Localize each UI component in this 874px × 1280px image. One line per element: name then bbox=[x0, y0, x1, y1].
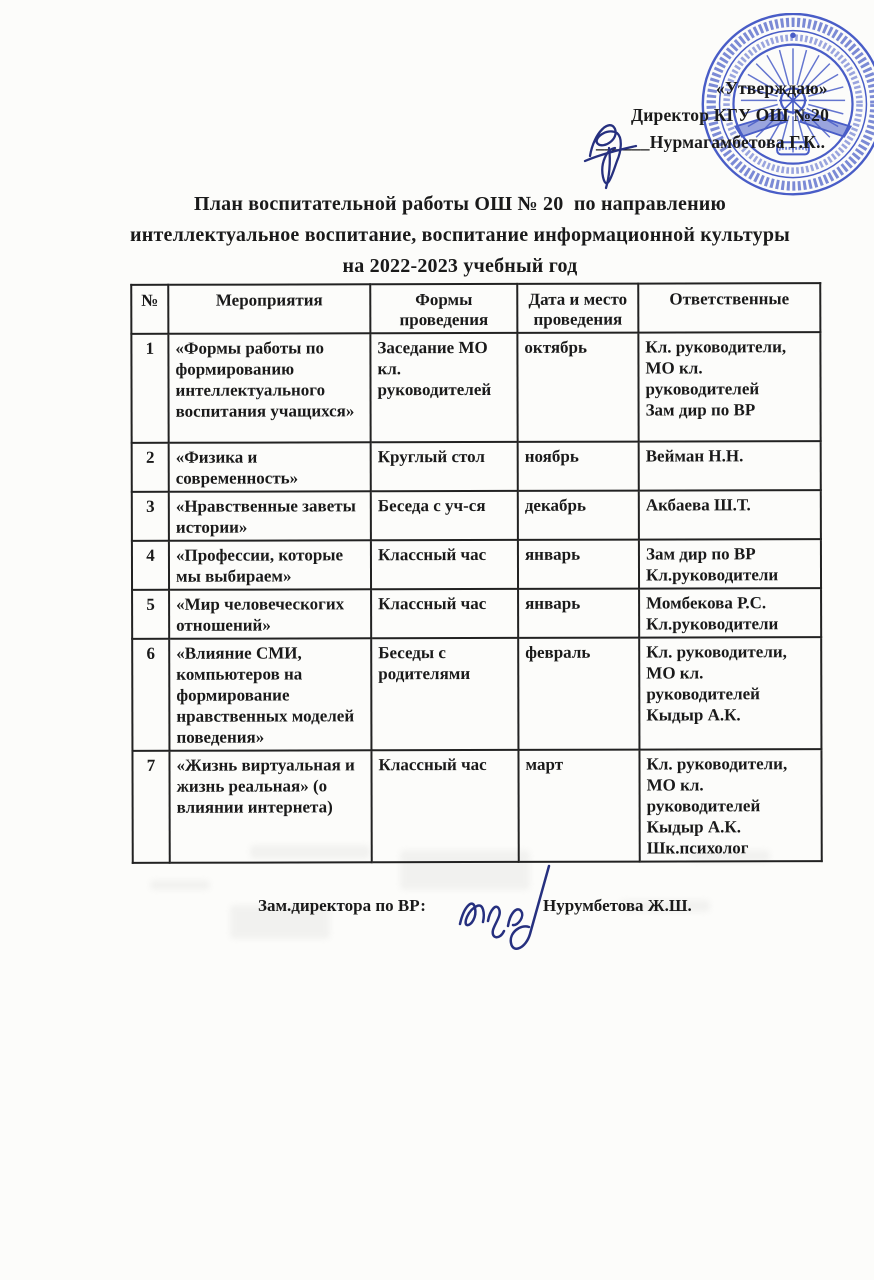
cell-event: «Жизнь виртуальная и жизнь реальная» (о влиянии интернета) bbox=[169, 750, 371, 863]
cell-form: Классный час bbox=[371, 540, 518, 589]
cell-event: «Нравственные заветы истории» bbox=[169, 491, 371, 541]
cell-date: январь bbox=[518, 540, 639, 589]
table-row bbox=[132, 637, 821, 751]
cell-responsible: Зам дир по ВР Кл.руководители bbox=[639, 539, 821, 588]
cell-form: Классный час bbox=[371, 589, 518, 638]
table-row bbox=[132, 749, 821, 863]
cell-number: 4 bbox=[132, 541, 169, 590]
table-row bbox=[132, 588, 821, 639]
table-header-row bbox=[131, 283, 820, 334]
cell-number: 2 bbox=[132, 443, 169, 492]
header-forms: Формы проведения bbox=[370, 284, 517, 333]
cell-form: Беседы с родителями bbox=[371, 638, 518, 750]
cell-number: 6 bbox=[132, 639, 169, 751]
cell-event: «Физика и современность» bbox=[169, 442, 371, 492]
cell-responsible: Кл. руководители, МО кл. руководителей Зам дир по ВР bbox=[638, 332, 820, 441]
title-line-3: на 2022-2023 учебный год bbox=[342, 255, 578, 277]
cell-responsible: Акбаева Ш.Т. bbox=[639, 490, 821, 539]
deputy-director-name: Нурумбетова Ж.Ш. bbox=[543, 896, 692, 915]
header-events: Мероприятия bbox=[168, 284, 370, 334]
cell-responsible: Кл. руководители, МО кл. руководителей Кыдыр А.К. Шк.психолог bbox=[639, 749, 821, 861]
cell-event: «Формы работы по формированию интеллектуального воспитания учащихся» bbox=[168, 333, 370, 443]
cell-responsible: Момбекова Р.С. Кл.руководители bbox=[639, 588, 821, 637]
cell-date: октябрь bbox=[517, 333, 638, 442]
cell-form: Круглый стол bbox=[371, 442, 518, 491]
cell-date: март bbox=[518, 750, 639, 862]
cell-event: «Мир человеческогих отношений» bbox=[169, 589, 371, 639]
director-signature bbox=[576, 104, 648, 199]
cell-event: «Влияние СМИ, компьютеров на формирование нравственных моделей поведения» bbox=[169, 638, 371, 751]
header-number: № bbox=[131, 285, 168, 334]
cell-number: 5 bbox=[132, 590, 169, 639]
cell-date: ноябрь bbox=[518, 442, 639, 491]
cell-number: 7 bbox=[132, 751, 169, 863]
cell-date: февраль bbox=[518, 638, 639, 750]
cell-number: 1 bbox=[131, 334, 168, 443]
cell-responsible: Вейман Н.Н. bbox=[639, 441, 821, 490]
cell-event: «Профессии, которые мы выбираем» bbox=[169, 540, 371, 590]
cell-form: Заседание МО кл. руководителей bbox=[370, 333, 517, 442]
header-date-place: Дата и место проведения bbox=[517, 284, 638, 333]
approval-director-title: Директор КГУ ОШ №20 bbox=[631, 105, 830, 125]
approval-word: «Утверждаю» bbox=[716, 78, 828, 98]
plan-table bbox=[130, 282, 823, 864]
document-title bbox=[60, 189, 860, 282]
cell-date: январь bbox=[518, 589, 639, 638]
deputy-director-label: Зам.директора по ВР: bbox=[258, 896, 426, 915]
deputy-signature bbox=[452, 860, 570, 962]
cell-form: Беседа с уч-ся bbox=[371, 491, 518, 540]
title-line-1: План воспитательной работы ОШ № 20 по направлению bbox=[193, 193, 727, 215]
table-row bbox=[132, 441, 821, 492]
scan-artifact bbox=[150, 880, 210, 890]
approval-director-name: ______Нурмагамбетова Г.К.. bbox=[596, 132, 826, 152]
title-line-2: интеллектуальное воспитание, воспитание информационной культуры bbox=[130, 224, 790, 246]
cell-date: декабрь bbox=[518, 491, 639, 540]
cell-form: Классный час bbox=[371, 750, 518, 862]
cell-responsible: Кл. руководители, МО кл. руководителей Кыдыр А.К. bbox=[639, 637, 821, 749]
table-row bbox=[132, 539, 821, 590]
table-row bbox=[131, 332, 820, 443]
cell-number: 3 bbox=[132, 492, 169, 541]
header-responsible: Ответственные bbox=[638, 283, 820, 332]
table-row bbox=[132, 490, 821, 541]
